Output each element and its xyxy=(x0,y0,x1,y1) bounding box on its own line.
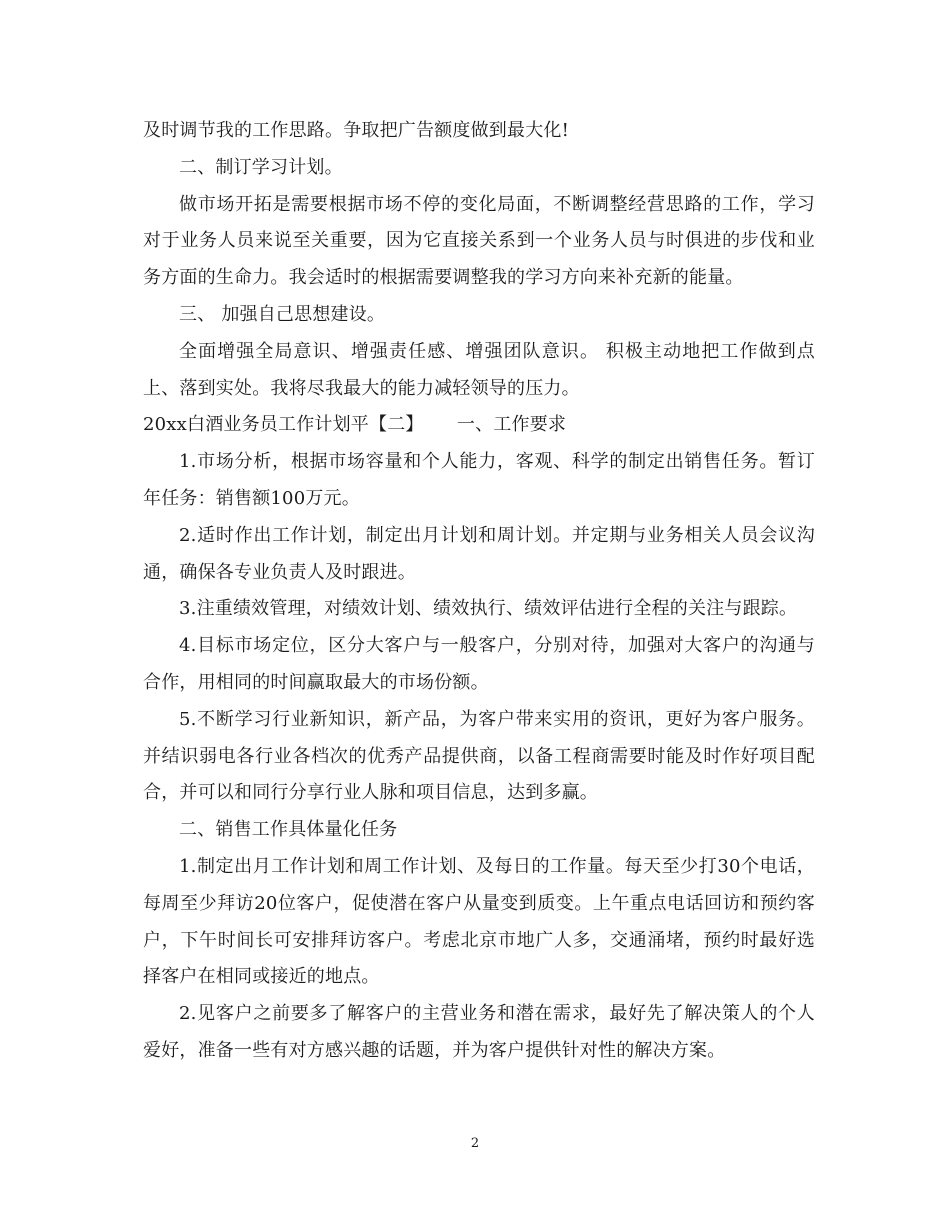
list-item-learning: 5.不断学习行业新知识，新产品，为客户带来实用的资讯，更好为客户服务。并结识弱电各行业各档次的优秀产品提供商，以备工程商需要时能及时作好项目配合，并可以和同行分享行业人脉和项目信息，达到多赢。 xyxy=(143,708,815,804)
paragraph-study-plan: 做市场开拓是需要根据市场不停的变化局面，不断调整经营思路的工作，学习对于业务人员来说至关重要，因为它直接关系到一个业务人员与时俱进的步伐和业务方面的生命力。我会适时的根据需要调整我的学习方向来补充新的能量。 xyxy=(143,193,815,289)
list-item-market-analysis: 1.市场分析，根据市场容量和个人能力，客观、科学的制定出销售任务。暂订年任务：销售额100万元。 xyxy=(143,451,815,509)
section-heading-quantified-tasks: 二、销售工作具体量化任务 xyxy=(179,819,398,841)
page-number: 2 xyxy=(470,1136,480,1151)
list-item-daily-workload: 1.制定出月工作计划和周工作计划、及每日的工作量。每天至少打30个电话，每周至少拜访20位客户，促使潜在客户从量变到质变。上午重点电话回访和预约客户，下午时间长可安排拜访客户。考虑北京市地广人多，交通涌堵，预约时最好选择客户在相同或接近的地点。 xyxy=(143,855,815,988)
list-item-work-plan: 2.适时作出工作计划，制定出月计划和周计划。并定期与业务相关人员会议沟通，确保各专业负责人及时跟进。 xyxy=(143,524,815,583)
document-subtitle: 20xx白酒业务员工作计划平【二】 一、工作要求 xyxy=(143,414,567,436)
paragraph-thought-building: 全面增强全局意识、增强责任感、增强团队意识。 积极主动地把工作做到点上、落到实处。我将尽我最大的能力减轻领导的压力。 xyxy=(143,340,815,399)
paragraph-continuation: 及时调节我的工作思路。争取把广告额度做到最大化! xyxy=(143,120,570,141)
list-item-target-market: 4.目标市场定位，区分大客户与一般客户，分别对待，加强对大客户的沟通与合作，用相同的时间赢取最大的市场份额。 xyxy=(143,635,815,693)
document-body xyxy=(143,113,815,1070)
section-heading-study-plan: 二、制订学习计划。 xyxy=(179,156,343,178)
list-item-performance: 3.注重绩效管理，对绩效计划、绩效执行、绩效评估进行全程的关注与跟踪。 xyxy=(179,598,798,620)
list-item-client-research: 2.见客户之前要多了解客户的主营业务和潜在需求，最好先了解决策人的个人爱好，准备一些有对方感兴趣的话题，并为客户提供针对性的解决方案。 xyxy=(143,1003,815,1061)
section-heading-thought-building: 三、 加强自己思想建设。 xyxy=(179,303,386,325)
